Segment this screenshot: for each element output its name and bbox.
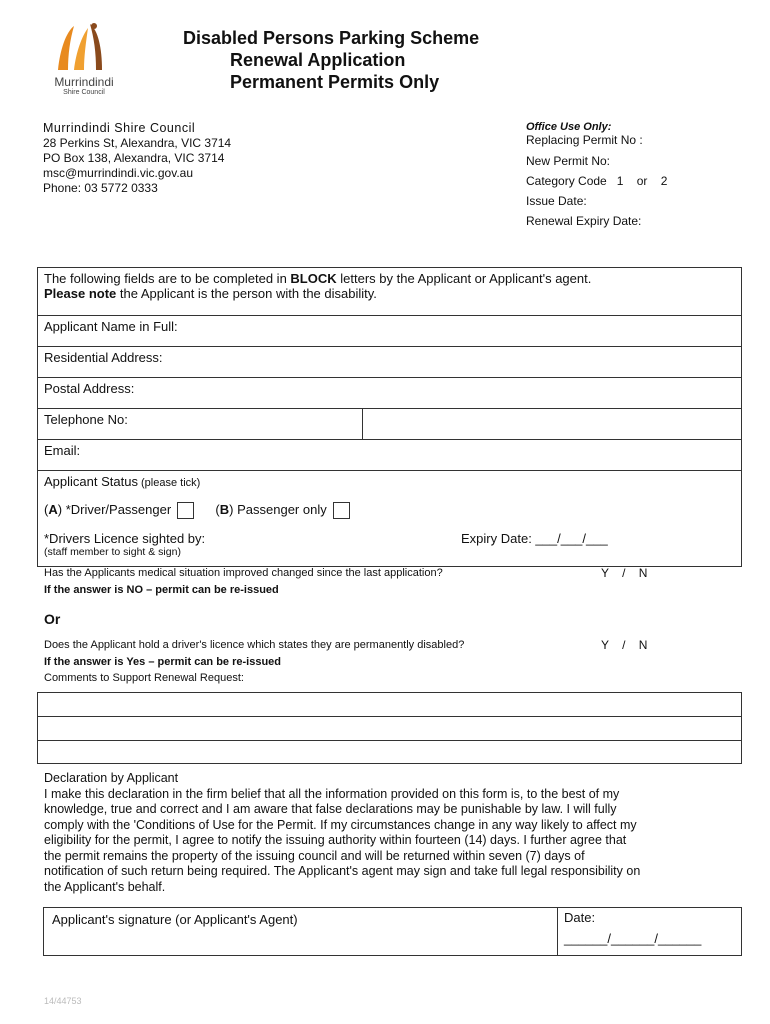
comments-box[interactable] (37, 692, 742, 764)
applicant-status-row: Applicant Status (please tick) (A) *Driver/Passenger (B) Passenger only *Drivers Licence sighted by: Expiry Date: ___/___/___ (staff member to sight & sign) (38, 471, 741, 568)
form-title: Disabled Persons Parking Scheme (183, 28, 480, 48)
council-address-block (43, 121, 231, 196)
declaration-heading: Declaration by Applicant (44, 771, 179, 785)
date-blank: ______/______/______ (564, 931, 702, 946)
telephone-field[interactable] (38, 409, 362, 440)
status-label: Applicant Status (44, 474, 138, 489)
signature-box (43, 907, 742, 956)
option-b-letter: B (219, 502, 230, 517)
council-street: 28 Perkins St, Alexandra, VIC 3714 (43, 136, 232, 150)
email-field[interactable] (38, 440, 741, 471)
date-label: Date: (564, 910, 596, 925)
postal-address-field[interactable] (38, 378, 741, 409)
passenger-only-label: Passenger only (233, 502, 327, 517)
telephone-label: Telephone No: (44, 412, 128, 427)
council-logo (44, 20, 124, 96)
applicant-name-field[interactable] (38, 316, 741, 347)
medical-question: Has the Applicants medical situation improved changed since the last application? (44, 567, 443, 579)
comments-line-2[interactable] (38, 740, 741, 741)
form-subtitle-2: Permanent Permits Only (230, 72, 440, 92)
medical-question-yn[interactable]: Y / N (601, 566, 648, 580)
option-a-letter: A (48, 502, 58, 517)
passenger-only-checkbox[interactable] (333, 502, 350, 519)
telephone-extra-field[interactable] (362, 409, 741, 440)
intro-block-word: BLOCK (290, 271, 337, 286)
logo-figure-icon (44, 20, 124, 72)
residential-address-field[interactable] (38, 347, 741, 378)
declaration-line: the permit remains the property of the issuing council and will be returned within seven (7) days of (44, 848, 585, 863)
please-note-label: Please note (44, 286, 117, 301)
declaration-line: eligibility for the permit, I agree to notify the issuing authority within fourteen (14) days. I further agree that (44, 833, 627, 847)
comments-line-1[interactable] (38, 716, 741, 717)
declaration-line: knowledge, true and correct and I am aware that false declarations may be punishable by law. I will fully (44, 802, 617, 816)
declaration-line: notification of such return being required. The Applicant's agent may sign and take full legal responsibility on (44, 864, 641, 878)
intro-text-end: letters by the Applicant or Applicant's agent. (336, 271, 592, 286)
date-field[interactable] (564, 910, 701, 946)
applicant-form (37, 267, 742, 567)
logo-subtitle: Shire Council (63, 89, 105, 96)
licence-question-note: If the answer is Yes – permit can be re-issued (44, 656, 282, 668)
renewal-expiry-field: Renewal Expiry Date: (526, 214, 642, 228)
logo-name: Murrindindi (54, 75, 114, 89)
declaration-line: I make this declaration in the firm belief that all the information provided on this form is, to the best of my (44, 786, 620, 801)
council-name: Murrindindi Shire Council (43, 121, 196, 135)
declaration-line: the Applicant's behalf. (44, 879, 166, 894)
declaration-block (44, 771, 744, 895)
council-phone: Phone: 03 5772 0333 (43, 181, 158, 195)
comments-label: Comments to Support Renewal Request: (44, 672, 244, 684)
signature-label: Applicant's signature (or Applicant's Agent) (52, 912, 298, 927)
licence-question: Does the Applicant hold a driver's licence which states they are permanently disabled? (44, 639, 465, 651)
document-reference: 14/44753 (44, 996, 82, 1006)
driver-passenger-label: *Driver/Passenger (62, 502, 172, 517)
email-label: Email: (44, 443, 81, 458)
medical-question-note: If the answer is NO – permit can be re-issued (44, 584, 279, 596)
licence-sighted-note: (staff member to sight & sign) (44, 546, 181, 559)
residential-address-label: Residential Address: (44, 350, 163, 365)
status-hint: (please tick) (137, 477, 201, 489)
licence-question-yn[interactable]: Y / N (601, 638, 648, 652)
postal-address-label: Postal Address: (44, 381, 135, 396)
please-note-text: the Applicant is the person with the disability. (116, 286, 377, 301)
office-use-block (526, 121, 667, 228)
issue-date-field: Issue Date: (526, 194, 587, 208)
council-po-box: PO Box 138, Alexandra, VIC 3714 (43, 151, 225, 165)
category-code-field: Category Code 1 or 2 (526, 174, 668, 188)
driver-passenger-checkbox[interactable] (177, 502, 194, 519)
council-email: msc@murrindindi.vic.gov.au (43, 166, 194, 180)
licence-sighted-label: *Drivers Licence sighted by: (44, 531, 206, 547)
office-use-heading: Office Use Only: (526, 121, 612, 133)
intro-row (38, 268, 741, 316)
intro-text: The following fields are to be completed in (44, 271, 291, 286)
replacing-permit-field: Replacing Permit No : (526, 133, 643, 147)
new-permit-field: New Permit No: (526, 154, 611, 168)
form-subtitle: Renewal Application (230, 50, 406, 70)
signature-field[interactable] (44, 908, 558, 955)
declaration-line: comply with the 'Conditions of Use for the Permit. If my circumstances change in any way likely to affect my (44, 817, 637, 832)
applicant-name-label: Applicant Name in Full: (44, 319, 178, 334)
or-separator: Or (44, 611, 61, 627)
licence-expiry-date[interactable]: Expiry Date: ___/___/___ (461, 531, 608, 547)
